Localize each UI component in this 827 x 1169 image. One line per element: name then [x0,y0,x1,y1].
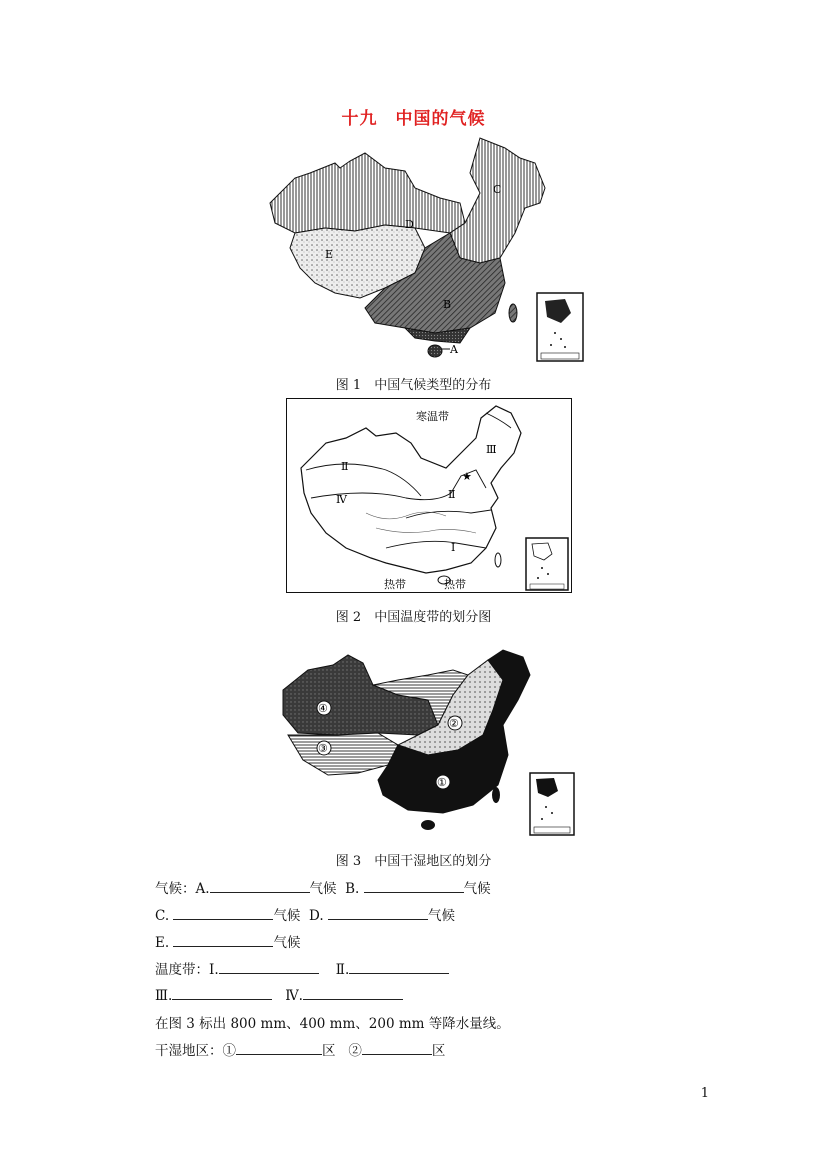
figure-3-caption: 图 3 中国干湿地区的划分 [335,854,492,869]
label-III: Ⅲ [486,443,497,456]
temperature-line-1 [155,958,449,978]
figure-2-temperature-map [286,398,572,593]
figure-2-caption: 图 2 中国温度带的划分图 [335,610,492,625]
label-2: ② [449,717,459,730]
label-B: B [443,298,452,311]
label-IV: Ⅳ [336,493,347,506]
taiwan-island [509,304,517,322]
climate-key-b: B. [345,881,360,897]
dry-wet-line [155,1039,445,1059]
climate-suffix-e: 气候 [273,935,301,951]
label-E: E [325,248,334,261]
region-temperate-monsoon [450,138,545,263]
climate-prefix: 气候： [155,881,196,897]
label-II-east: Ⅱ [448,488,456,501]
temperature-key-4: Ⅳ. [285,988,303,1004]
blank-dry-wet-1[interactable] [236,1040,322,1055]
blank-temperature-2[interactable] [349,959,449,974]
label-3: ③ [318,742,328,755]
label-tropical-west: 热带 [384,578,406,591]
label-II-west: Ⅱ [341,460,349,473]
taiwan-island [495,553,501,567]
label-1: ① [437,776,447,789]
temperature-line-2 [155,985,403,1004]
page-title: 十九 中国的气候 [341,109,486,129]
climate-line-2 [155,904,455,924]
label-A: A [450,343,458,356]
climate-line-1 [155,877,491,897]
dry-wet-key-1: ① [222,1043,236,1059]
blank-temperature-1[interactable] [219,959,319,974]
blank-climate-d[interactable] [328,905,428,920]
figure-1-climate-map [265,133,590,368]
dry-wet-suffix-1: 区 [322,1043,336,1059]
climate-suffix-c: 气候 [273,908,301,924]
climate-suffix-a: 气候 [309,881,337,897]
temperature-prefix: 温度带： [155,962,209,978]
climate-key-d: D. [309,908,324,924]
dry-wet-key-2: ② [348,1043,362,1059]
climate-key-c: C. [155,908,170,924]
blank-climate-b[interactable] [364,878,464,893]
label-cold-temperate: 寒温带 [416,410,449,423]
figure-1-caption: 图 1 中国气候类型的分布 [335,378,492,393]
temperature-key-1: Ⅰ. [209,962,219,978]
climate-suffix-d: 气候 [427,908,455,924]
instruction-text: 在图 3 标出 800 mm、400 mm、200 mm 等降水量线。 [155,1016,510,1032]
blank-dry-wet-2[interactable] [362,1040,432,1055]
label-4: ④ [318,702,328,715]
label-D: D [405,218,414,231]
climate-line-3 [155,931,300,951]
climate-suffix-b: 气候 [463,881,491,897]
dry-wet-suffix-2: 区 [431,1043,446,1059]
taiwan-island [492,787,500,803]
label-C: C [493,183,502,196]
blank-climate-a[interactable] [210,878,310,893]
hainan-island [428,345,442,357]
hainan-island [421,820,435,830]
label-I: Ⅰ [451,541,456,554]
dry-wet-prefix: 干湿地区： [155,1043,223,1059]
climate-key-a: A. [195,881,210,897]
region-temperate-continental [270,153,465,233]
blank-temperature-3[interactable] [172,985,272,1000]
label-tropical-east: 热带 [444,578,466,591]
blank-climate-c[interactable] [173,905,273,920]
page-number: 1 [700,1086,709,1101]
temperature-key-3: Ⅲ. [155,988,173,1004]
blank-temperature-4[interactable] [303,985,403,1000]
figure-3-dry-wet-map [278,645,578,837]
blank-climate-e[interactable] [173,932,273,947]
temperature-key-2: Ⅱ. [335,962,350,978]
climate-key-e: E. [155,935,170,951]
region-semi-arid [288,733,398,775]
capital-star: ★ [462,470,472,483]
